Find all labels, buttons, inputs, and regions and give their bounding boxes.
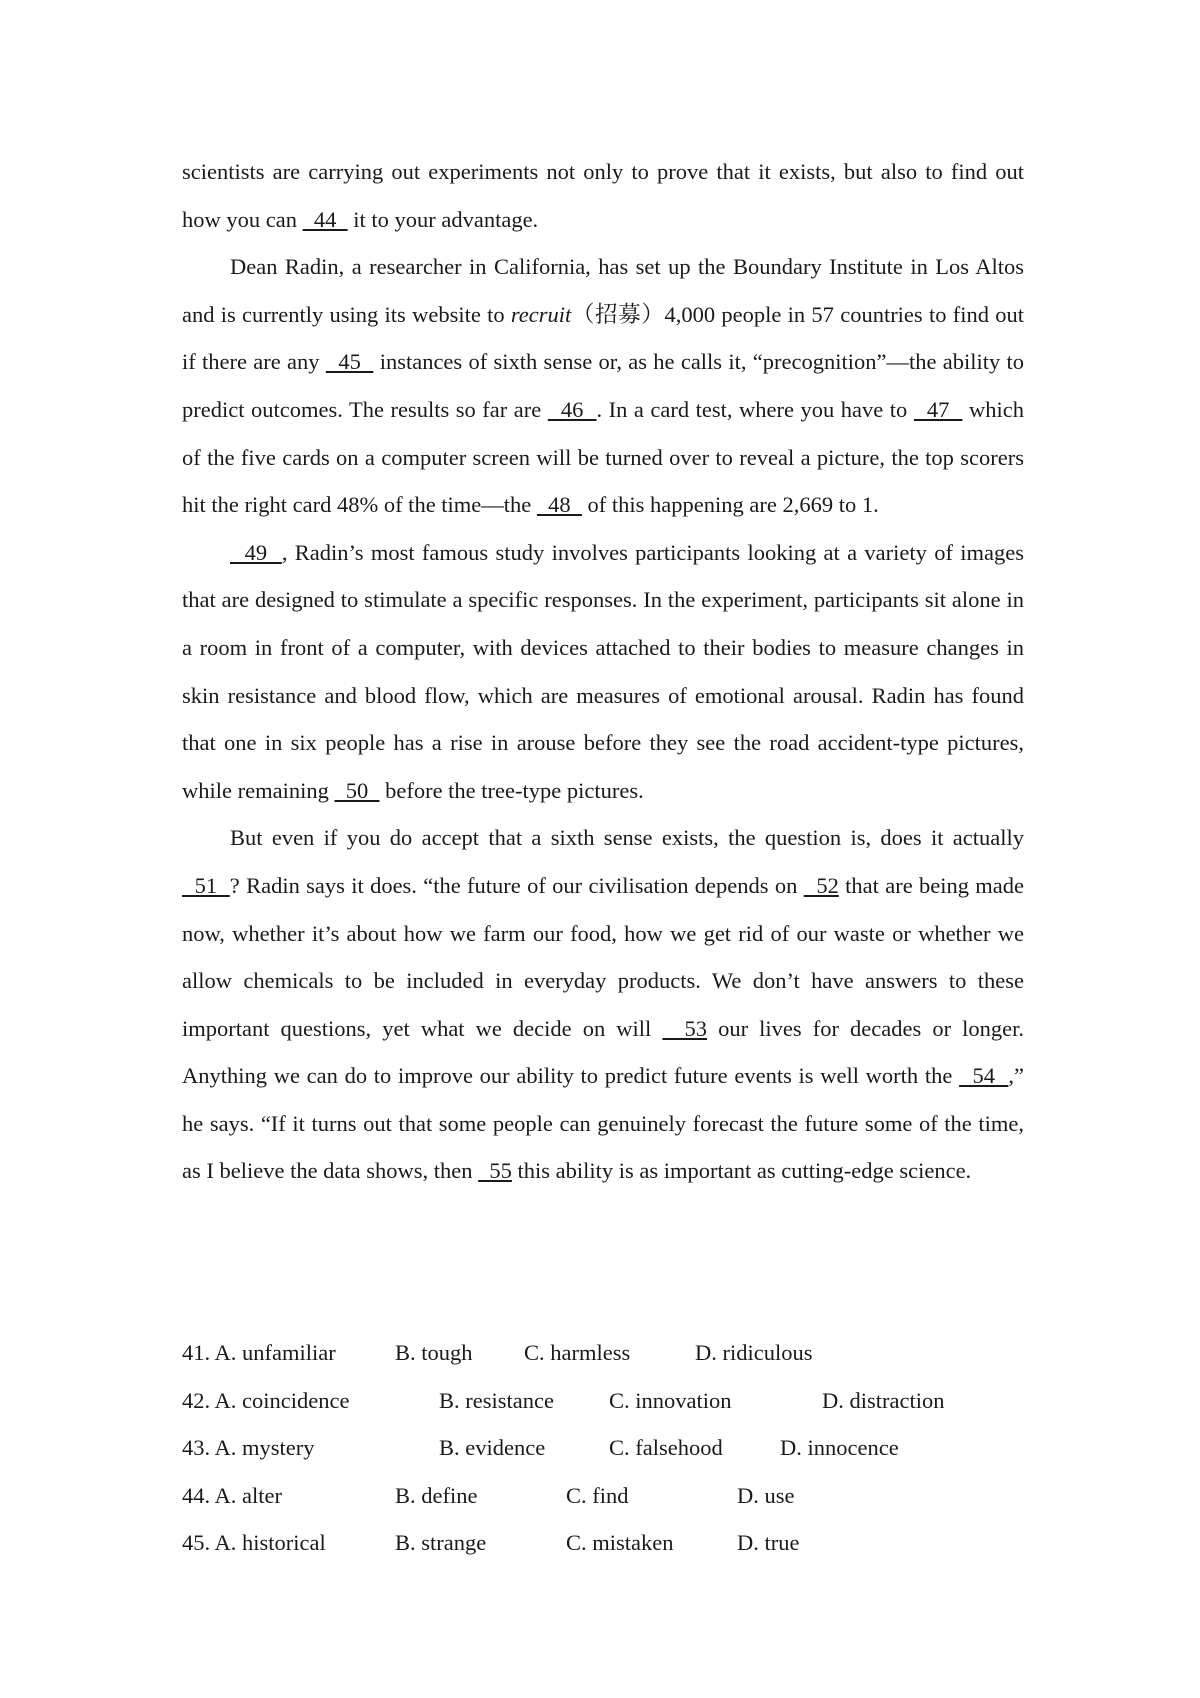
option-c: C. falsehood xyxy=(609,1435,723,1461)
option-a: 44. A. alter xyxy=(182,1482,282,1508)
text: which of the five cards on a computer screen will be turned over to reveal a picture, the top scorers hit the right card 48% of the time—the xyxy=(182,396,1024,518)
question-41 xyxy=(182,1329,1024,1377)
option-c: C. mistaken xyxy=(566,1530,674,1556)
option-b: B. tough xyxy=(395,1340,473,1365)
option-b: B. resistance xyxy=(439,1387,554,1413)
option-d: D. innocence xyxy=(780,1435,899,1461)
option-c: C. harmless xyxy=(524,1340,631,1365)
blank-45: 45 xyxy=(325,349,374,375)
blank-48: 48 xyxy=(536,492,582,518)
text: this ability is as important as cutting-edge science. xyxy=(511,1158,972,1184)
question-43 xyxy=(182,1424,1024,1472)
blank-46: 46 xyxy=(547,396,597,422)
text: . In a card test, where you have to xyxy=(596,396,914,422)
option-a: 41. A. unfamiliar xyxy=(182,1340,336,1365)
italic-word: recruit xyxy=(510,301,572,327)
paragraph-1 xyxy=(182,243,1024,529)
blank-47: 47 xyxy=(913,396,963,422)
option-c: C. innovation xyxy=(609,1387,732,1413)
question-45 xyxy=(182,1519,1024,1567)
option-a: 42. A. coincidence xyxy=(182,1387,350,1413)
text: scientists are carrying out experiments not only to prove that it exists, but also to find out how you can xyxy=(182,159,1024,232)
blank-53: 53 xyxy=(662,1015,708,1041)
question-44 xyxy=(182,1472,1024,1520)
option-b: B. evidence xyxy=(439,1435,546,1461)
blank-52: 52 xyxy=(803,872,839,898)
paragraph-0 xyxy=(182,148,1024,243)
question-42 xyxy=(182,1377,1024,1425)
question-options xyxy=(182,1329,1024,1567)
paragraph-2 xyxy=(182,529,1024,815)
text: instances of sixth sense or, as he calls it, “precognition”—the ability to predict outcomes. The results so far are xyxy=(182,349,1024,422)
text: it to your advantage. xyxy=(347,206,539,232)
passage xyxy=(182,148,1024,1195)
blank-55: 55 xyxy=(478,1158,512,1184)
text: of this happening are 2,669 to 1. xyxy=(581,492,879,518)
option-a: 45. A. historical xyxy=(182,1530,326,1556)
text: Dean Radin, a researcher in California, has set up the Boundary Institute in Los Altos and is currently using its website to xyxy=(182,254,1024,327)
text: ? Radin says it does. “the future of our civilisation depends on xyxy=(229,872,804,898)
option-d: D. use xyxy=(737,1482,795,1508)
text: But even if you do accept that a sixth sense exists, the question is, does it actually xyxy=(230,825,1024,851)
blank-44: 44 xyxy=(302,206,348,232)
option-b: B. strange xyxy=(395,1530,487,1556)
text: our lives for decades or longer. Anything we can do to improve our ability to predict future events is well worth the xyxy=(182,1015,1024,1089)
option-c: C. find xyxy=(566,1482,629,1508)
paragraph-3 xyxy=(182,814,1024,1195)
option-a: 43. A. mystery xyxy=(182,1435,315,1461)
option-d: D. true xyxy=(737,1530,800,1556)
text: , Radin’s most famous study involves participants looking at a variety of images that are designed to stimulate a specific responses. In the experiment, participants sit alone in a room in front of a computer, with devices attached to their bodies to measure changes in skin resistance and blood flow, which are measures of emotional arousal. Radin has found that one in six people has a rise in arouse before they see the road accident-type pictures, while remaining xyxy=(182,539,1024,803)
blank-51: 51 xyxy=(182,872,230,898)
blank-50: 50 xyxy=(334,777,380,803)
option-d: D. ridiculous xyxy=(695,1340,813,1365)
blank-49: 49 xyxy=(230,539,282,565)
text: that are being made now, whether it’s about how we farm our food, how we get rid of our waste or whether we allow chemicals to be included in everyday products. We don’t have answers to these important questions, yet what we decide on will xyxy=(182,872,1025,1041)
text: 4,000 people in 57 countries to find out if there are any xyxy=(182,301,1024,375)
option-d: D. distraction xyxy=(822,1387,945,1413)
text: before the tree-type pictures. xyxy=(379,777,644,803)
option-b: B. define xyxy=(395,1482,478,1508)
text: ,” he says. “If it turns out that some people can genuinely forecast the future some of the time, as I believe the data shows, then xyxy=(182,1063,1025,1184)
blank-54: 54 xyxy=(959,1063,1009,1089)
chinese-gloss: （招募） xyxy=(571,301,665,327)
